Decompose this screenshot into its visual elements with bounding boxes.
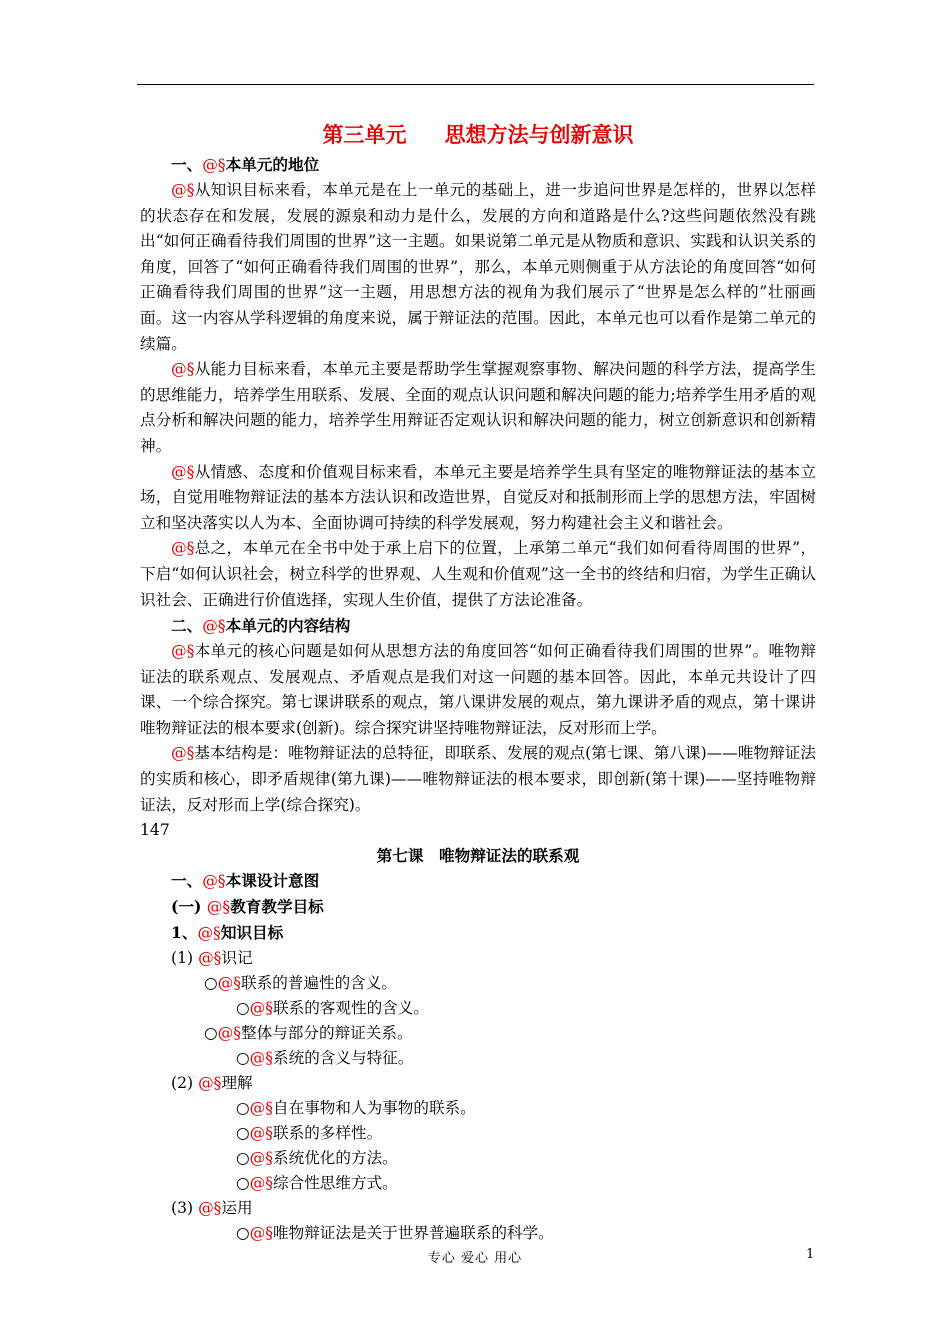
list-item: ○@§系统优化的方法。: [236, 1149, 398, 1168]
circle-bullet-icon: ○: [236, 1224, 250, 1243]
lesson-title: 第七课 唯物辩证法的联系观: [376, 846, 580, 866]
paragraph: @§从情感、态度和价值观目标来看，本单元主要是培养学生具有坚定的唯物辩证法的基本立场，自觉用唯物辩证法的基本方法认识和改造世界，自觉反对和抵制形而上学的思想方法，牢固树立和坚决落实以人为本、全面协调可持续的科学发展观，努力构建社会主义和谐社会。: [140, 462, 816, 532]
page-marker: 147: [140, 821, 170, 840]
paragraph: @§总之，本单元在全书中处于承上启下的位置，上承第二单元“我们如何看待周围的世界”，下启“如何认识社会，树立科学的世界观、人生观和价值观”这一全书的终结和归宿，为学生正确认识社会、正确进行价值选择，实现人生价值，提供了方法论准备。: [140, 539, 816, 609]
circle-bullet-icon: ○: [236, 1099, 250, 1118]
lesson-subheading: (一) @§教育教学目标: [171, 897, 324, 917]
header-rule: [137, 84, 814, 85]
circle-bullet-icon: ○: [204, 1024, 218, 1043]
goal-group-heading: (2) @§理解: [171, 1074, 253, 1093]
paragraph: @§基本结构是：唯物辩证法的总特征，即联系、发展的观点(第七课、第八课)——唯物辩证法的实质和核心，即矛盾规律(第九课)——唯物辩证法的根本要求，即创新(第十课)——坚持唯物辩证法，反对形而上学(综合探究)。: [140, 744, 816, 814]
lesson-subheading: 1、@§知识目标: [171, 923, 284, 943]
goal-group-heading: (1) @§识记: [171, 949, 253, 968]
goal-group-heading: (3) @§运用: [171, 1199, 253, 1218]
list-item: ○@§自在事物和人为事物的联系。: [236, 1099, 476, 1118]
paragraph: @§从能力目标来看，本单元主要是帮助学生掌握观察事物、解决问题的科学方法，提高学生的思维能力，培养学生用联系、发展、全面的观点认识问题和解决问题的能力;培养学生用矛盾的观点分析和解决问题的能力，培养学生用辩证否定观认识和解决问题的能力，树立创新意识和创新精神。: [140, 360, 816, 455]
list-item: ○@§联系的客观性的含义。: [236, 999, 429, 1018]
circle-bullet-icon: ○: [204, 974, 218, 993]
paragraph: @§本单元的核心问题是如何从思想方法的角度回答“如何正确看待我们周围的世界”。唯物辩证法的联系观点、发展观点、矛盾观点是我们对这一问题的基本回答。因此，本单元共设计了四课、一个综合探究。第七课讲联系的观点，第八课讲发展的观点，第九课讲矛盾的观点，第十课讲唯物辩证法的根本要求(创新)。综合探究讲坚持唯物辩证法，反对形而上学。: [140, 642, 816, 737]
page-footer: 专心 爱心 用心: [427, 1251, 523, 1266]
page-number: 1: [806, 1247, 815, 1262]
list-item: ○@§联系的多样性。: [236, 1124, 383, 1143]
circle-bullet-icon: ○: [236, 999, 250, 1018]
circle-bullet-icon: ○: [236, 1149, 250, 1168]
list-item: ○@§系统的含义与特征。: [236, 1049, 414, 1068]
list-item: ○@§整体与部分的辩证关系。: [204, 1024, 413, 1043]
section-heading-2: 二、@§本单元的内容结构: [171, 616, 351, 636]
section-heading-1: 一、@§本单元的地位: [171, 155, 320, 174]
unit-title: 第三单元 思想方法与创新意识: [322, 122, 634, 147]
list-item: ○@§综合性思维方式。: [236, 1174, 398, 1193]
list-item: ○@§唯物辩证法是关于世界普遍联系的科学。: [236, 1224, 554, 1243]
circle-bullet-icon: ○: [236, 1049, 250, 1068]
circle-bullet-icon: ○: [236, 1124, 250, 1143]
list-item: ○@§联系的普遍性的含义。: [204, 974, 397, 993]
paragraph: @§从知识目标来看，本单元是在上一单元的基础上，进一步追问世界是怎样的，世界以怎样的状态存在和发展，发展的源泉和动力是什么，发展的方向和道路是什么?这些问题依然没有跳出“如何正确看待我们周围的世界”这一主题。如果说第二单元是从物质和意识、实践和认识关系的角度，回答了“如何正确看待我们周围的世界”，那么，本单元则侧重于从方法论的角度回答“如何正确看待我们周围的世界”这一主题，用思想方法的视角为我们展示了“世界是怎么样的”壮丽画面。这一内容从学科逻辑的角度来说，属于辩证法的范围。因此，本单元也可以看作是第二单元的续篇。: [140, 181, 816, 353]
document-body: [140, 118, 816, 1246]
circle-bullet-icon: ○: [236, 1174, 250, 1193]
lesson-heading: 一、@§本课设计意图: [171, 871, 320, 891]
